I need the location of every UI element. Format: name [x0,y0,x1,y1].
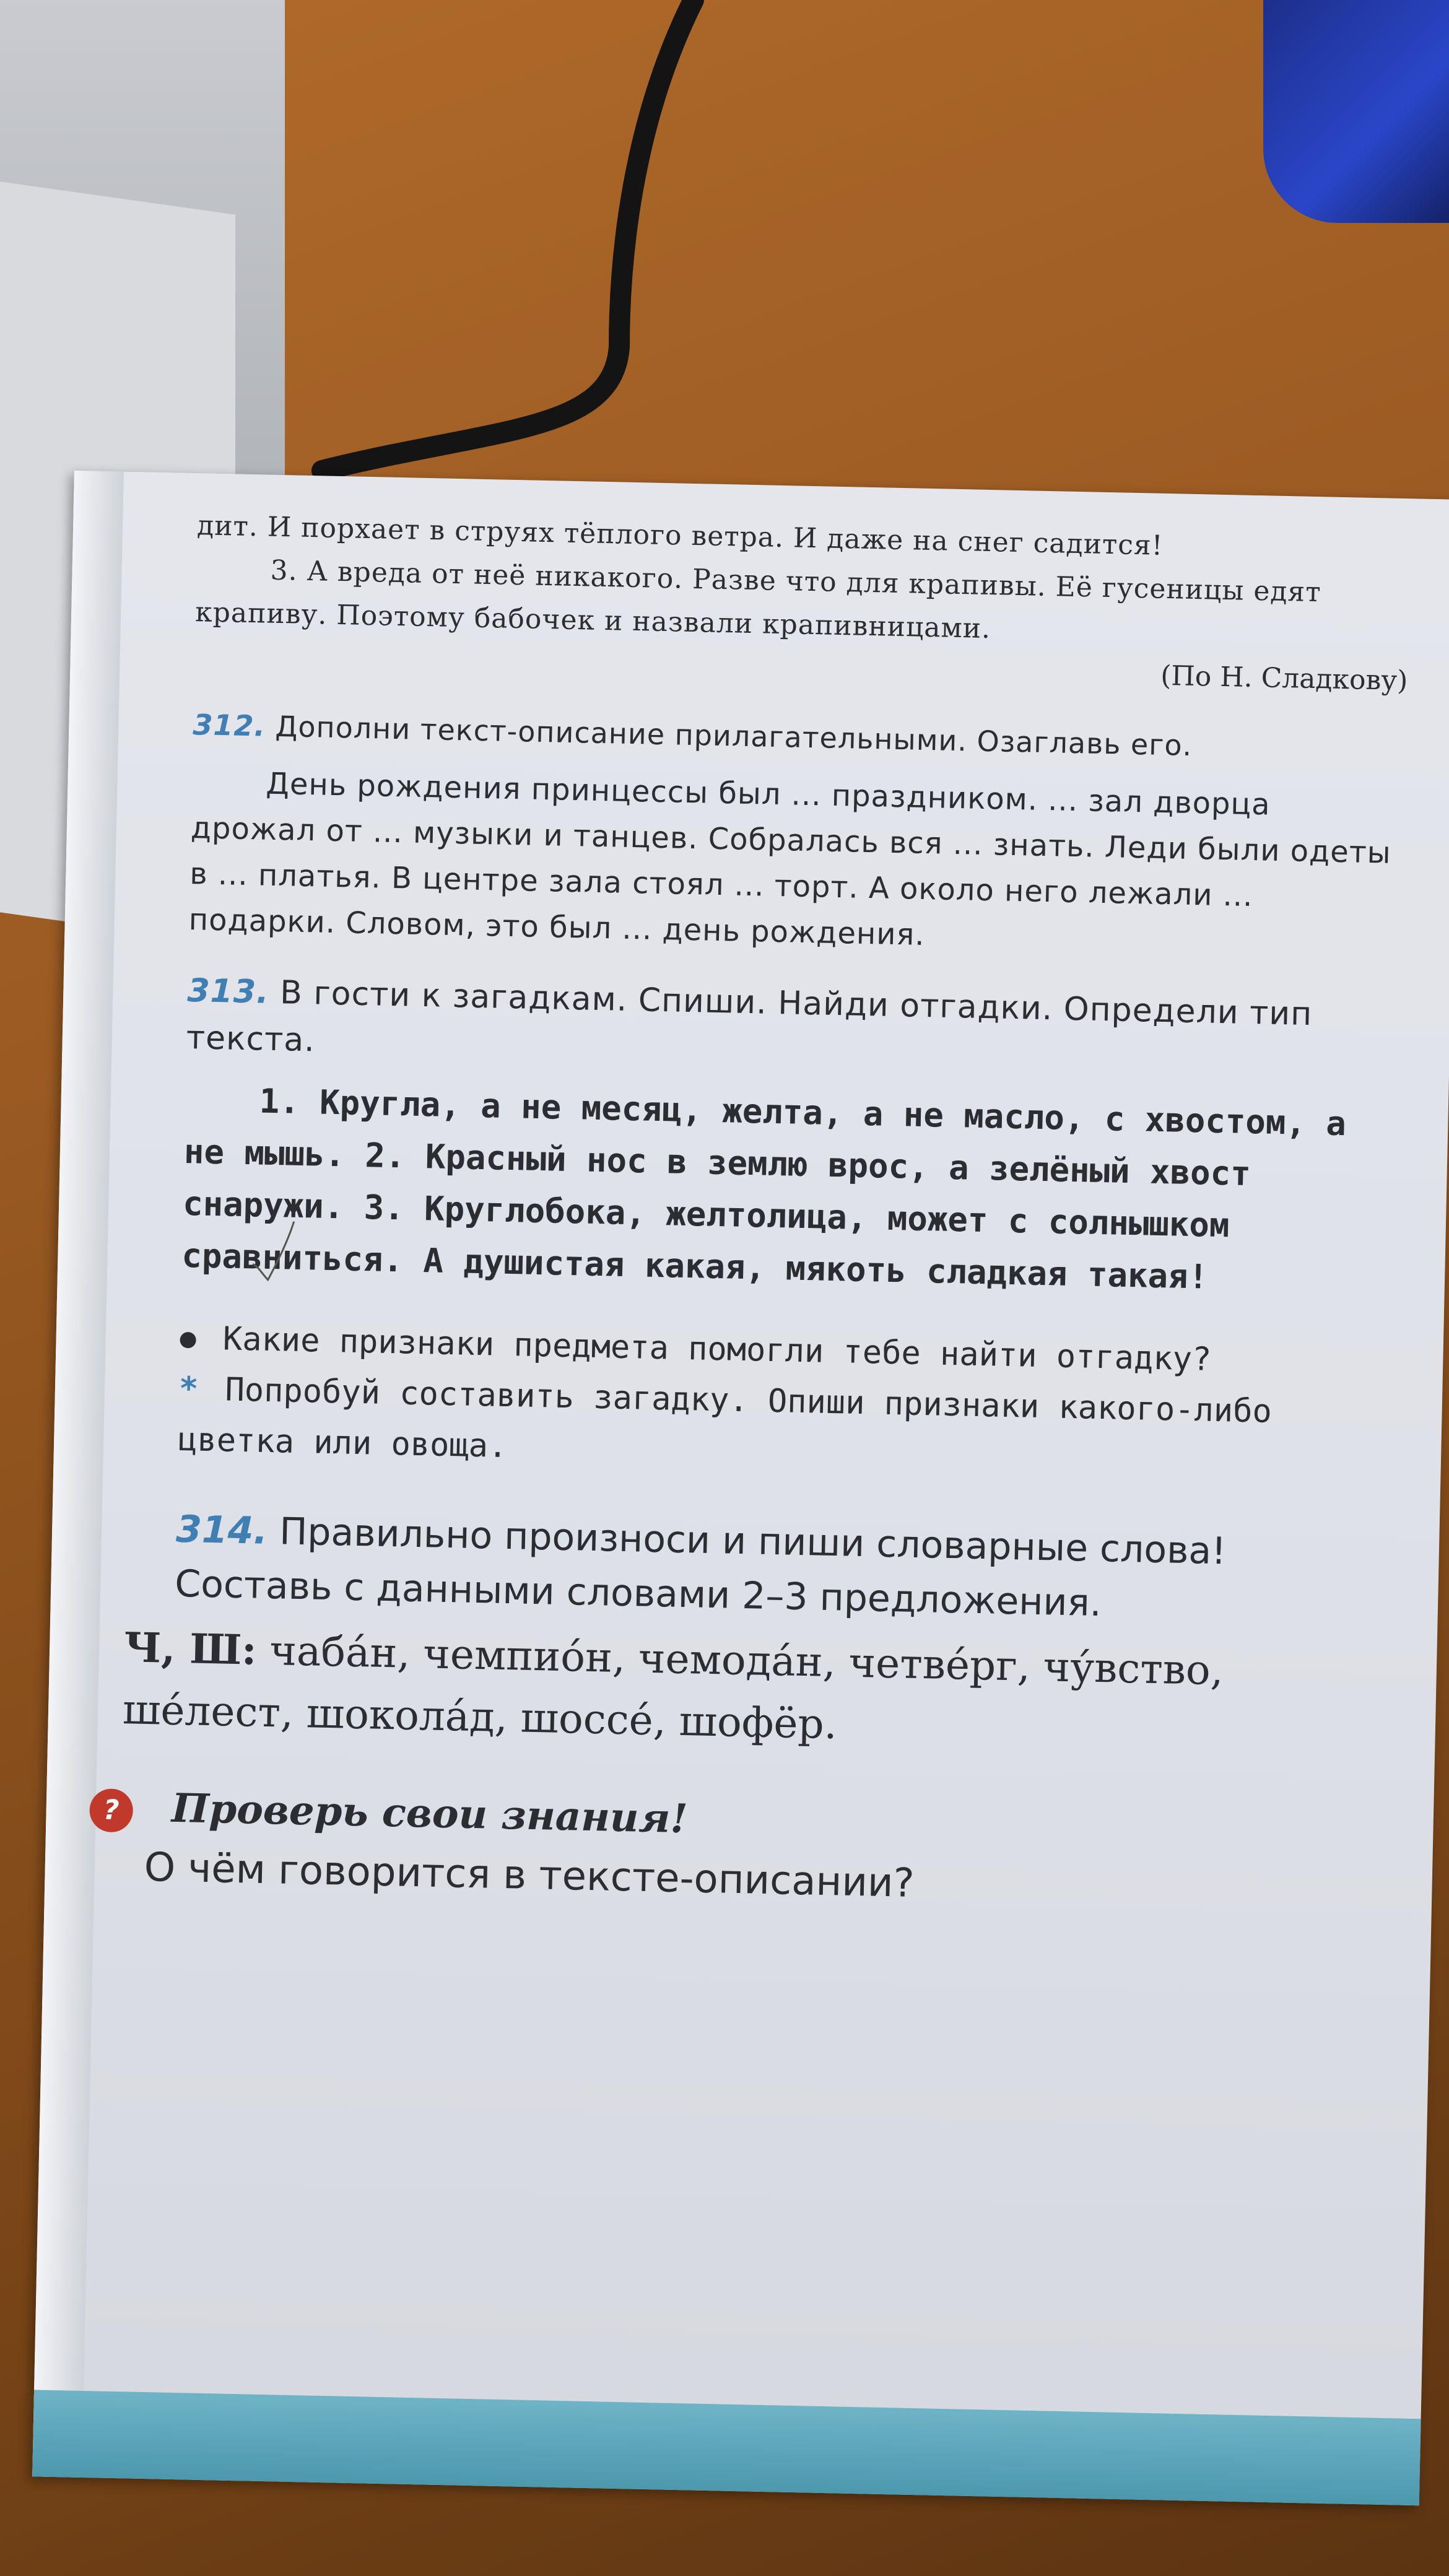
page-content [103,504,1411,1923]
exercise-313-question2-text: Попробуй составить загадку. Опиши признаки какого-либо цветка или овоща. [177,1371,1273,1465]
exercise-314-number: 314. [175,1507,268,1553]
exercise-314-letters: Ч, Ш: [123,1623,258,1674]
exercise-313-riddles: 1. Кругла, а не месяц, желта, а не масло, с хвостом, а не мышь. 2. Красный нос в землю врос, а зелёный хвост снаружи. 3. Круглобока, желтолица, может с солнышком сравниться. А душистая какая, мякоть сладкая такая! [181,1081,1347,1297]
exercise-312-task [193,702,1407,772]
exercise-313-task [186,967,1401,1087]
bullet-icon [180,1332,196,1349]
question-icon: ? [89,1788,133,1832]
exercise-312-number: 312. [192,708,266,743]
exercise-314-instruction: Правильно произноси и пиши словарные слова! Составь с данными словами 2–3 предложения. [174,1510,1227,1625]
top-paragraph-line1: дит. И порхает в струях тёплого ветра. И даже на снег садится! [196,510,1164,562]
exercise-313-instruction: В гости к загадкам. Спиши. Найди отгадки. Определи тип текста. [186,974,1313,1060]
check-knowledge-question: О чём говорится в тексте-описании? [144,1844,915,1907]
check-knowledge-title: Проверь свои знания! [171,1785,689,1843]
exercise-313-question1-text: Какие признаки предмета помогли тебе найти отгадку? [222,1320,1212,1378]
exercise-312-text: День рождения принцессы был ... праздником. ... зал дворца дрожал от ... музыки и танцев. Собралась вся ... знать. Леди были одеты в ... платья. В центре зала стоял ... торт. А около него лежали ... подарки. Словом, это был ... день рождения. [188,766,1392,952]
exercise-313-number: 313. [186,972,270,1011]
top-paragraph-line2: 3. А вреда от неё никакого. Разве что для крапивы. Её гусеницы едят крапиву. Поэтому бабочек и назвали крапивницами. [194,554,1322,645]
pencil-check-mark [249,1217,306,1287]
exercise-314-task [174,1502,1390,1637]
exercise-314-words [122,1616,1388,1767]
textbook-page [32,471,1449,2505]
star-icon: * [178,1370,199,1408]
source-attribution: (По Н. Сладкову) [1160,659,1408,697]
exercise-314-word-list: чаба́н, чемпио́н, чемода́н, четве́рг, чу́вство, ше́лест, шокола́д, шоссе́, шофёр. [122,1627,1224,1749]
exercise-312-instruction: Дополни текст-описание прилагательными. Озаглавь его. [274,709,1193,762]
